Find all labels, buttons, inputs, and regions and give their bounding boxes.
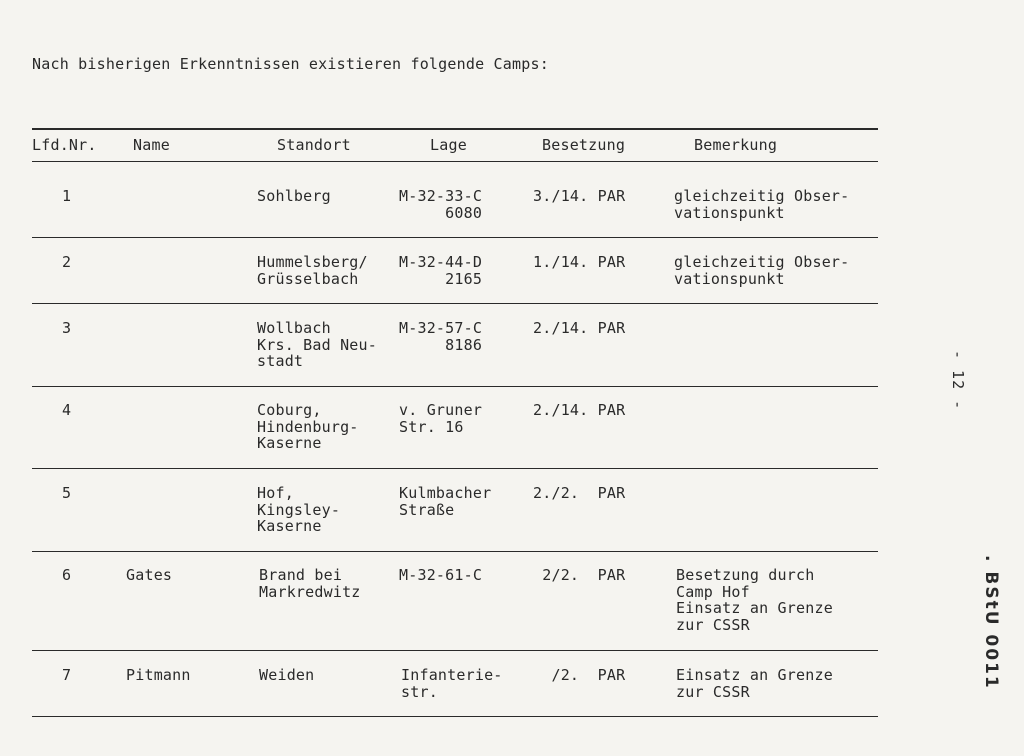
row-name: Pitmann	[126, 666, 191, 684]
row-besetzung: 2./14. PAR	[533, 319, 626, 337]
row-lage: v. Gruner Str. 16	[399, 401, 483, 436]
row-bemerkung: Besetzung durch Camp Hof Einsatz an Grenze zur CSSR	[676, 566, 833, 634]
header-besetzung: Besetzung	[542, 136, 626, 154]
row-lage: Infanterie- str.	[401, 666, 503, 701]
row-divider	[32, 237, 878, 238]
row-standort: Hof, Kingsley- Kaserne	[257, 484, 341, 535]
row-divider	[32, 650, 878, 651]
row-divider	[32, 303, 878, 304]
table-top-rule	[32, 128, 878, 130]
row-divider	[32, 468, 878, 469]
archive-stamp: . BStU 0011	[981, 555, 1001, 690]
row-besetzung: 3./14. PAR	[533, 187, 626, 205]
row-nr: 7	[62, 666, 72, 684]
row-nr: 2	[62, 253, 72, 271]
row-standort: Wollbach Krs. Bad Neu- stadt	[257, 319, 377, 370]
header-bemerkung: Bemerkung	[694, 136, 778, 154]
table-bottom-rule	[32, 716, 878, 717]
row-besetzung: /2. PAR	[533, 666, 626, 684]
row-standort: Brand bei Markredwitz	[259, 566, 361, 601]
row-besetzung: 2/2. PAR	[533, 566, 626, 584]
row-besetzung: 1./14. PAR	[533, 253, 626, 271]
row-standort: Hummelsberg/ Grüsselbach	[257, 253, 368, 288]
row-bemerkung: Einsatz an Grenze zur CSSR	[676, 666, 833, 701]
header-standort: Standort	[277, 136, 351, 154]
intro-text: Nach bisherigen Erkenntnissen existieren folgende Camps:	[32, 55, 549, 73]
header-name: Name	[133, 136, 170, 154]
row-nr: 3	[62, 319, 72, 337]
row-lage: M-32-33-C 6080	[399, 187, 483, 222]
row-bemerkung: gleichzeitig Obser- vationspunkt	[674, 187, 850, 222]
row-bemerkung: gleichzeitig Obser- vationspunkt	[674, 253, 850, 288]
row-lage: M-32-61-C	[399, 566, 483, 584]
row-standort: Weiden	[259, 666, 315, 684]
row-lage: Kulmbacher Straße	[399, 484, 492, 519]
header-bottom-rule	[32, 161, 878, 162]
row-nr: 1	[62, 187, 72, 205]
row-nr: 6	[62, 566, 72, 584]
row-lage: M-32-44-D 2165	[399, 253, 483, 288]
page-number: - 12 -	[949, 350, 967, 411]
row-besetzung: 2./14. PAR	[533, 401, 626, 419]
row-standort: Coburg, Hindenburg- Kaserne	[257, 401, 359, 452]
row-name: Gates	[126, 566, 173, 584]
row-nr: 5	[62, 484, 72, 502]
row-standort: Sohlberg	[257, 187, 331, 205]
header-lfd-nr: Lfd.Nr.	[32, 136, 97, 154]
row-besetzung: 2./2. PAR	[533, 484, 626, 502]
row-nr: 4	[62, 401, 72, 419]
header-lage: Lage	[430, 136, 467, 154]
row-lage: M-32-57-C 8186	[399, 319, 483, 354]
row-divider	[32, 386, 878, 387]
row-divider	[32, 551, 878, 552]
